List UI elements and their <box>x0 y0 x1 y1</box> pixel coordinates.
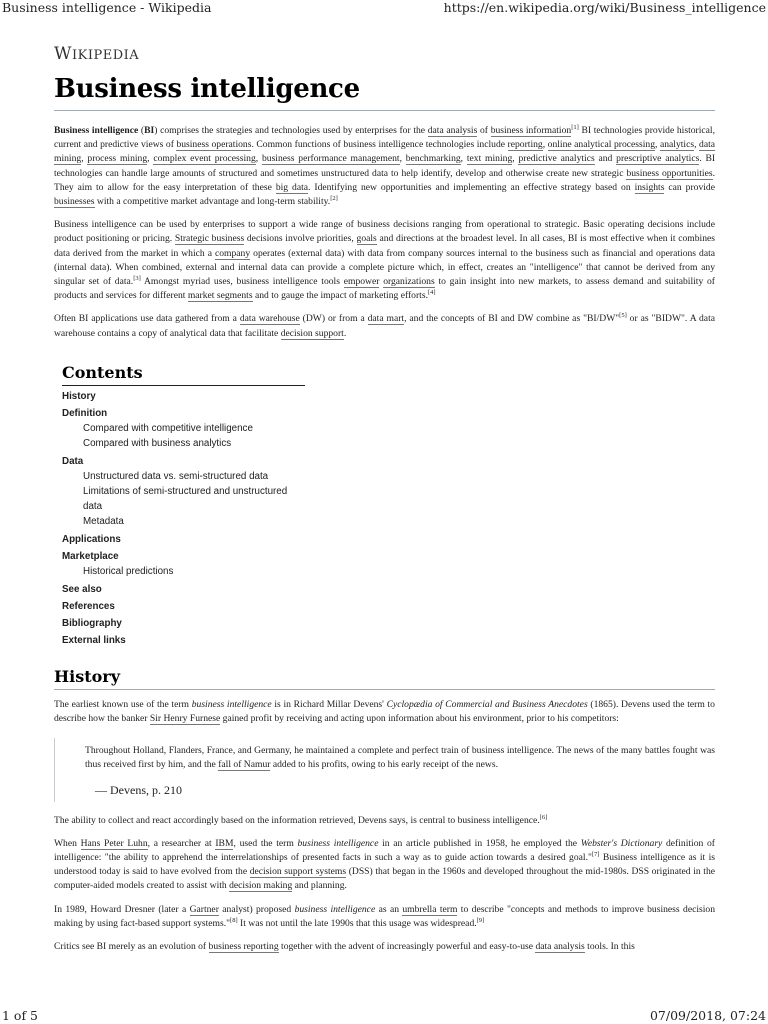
text-run: and to gauge the impact of marketing efforts. <box>252 290 428 302</box>
bold-term: Business intelligence <box>54 125 139 136</box>
toc-item[interactable]: History <box>62 390 96 402</box>
toc-subitem[interactable]: Limitations of semi-structured and unstructured data <box>83 485 288 512</box>
wiki-link[interactable]: prescriptive analytics <box>616 153 700 165</box>
text-run: to gain insight into new markets, to assess demand and suitability of products and services for different <box>54 276 715 302</box>
toc-subitem[interactable]: Compared with business analytics <box>83 437 232 449</box>
wiki-link[interactable]: data analysis <box>427 125 478 136</box>
wiki-link[interactable]: Gartner <box>189 903 219 915</box>
wiki-link[interactable]: decision making <box>229 880 293 892</box>
text-run: in an article published in 1958, he employed the <box>378 837 581 849</box>
text-run: operates (external data) with data from company sources internal to the business such as financial and operations data (internal data). When combined, external and internal data can provide a complete picture which, in effect, creates an "intelligence" that cannot be derived from any singular set of data. <box>54 247 716 288</box>
text-run: is in Richard Millar Devens' <box>271 698 387 710</box>
italic-text: business intelligence <box>297 837 379 849</box>
text-run: gained profit by receiving and acting upon information about his environment, prior to his competitors: <box>220 713 619 725</box>
intro-paragraph-1 <box>54 124 715 209</box>
toc-item[interactable]: Definition <box>62 407 108 419</box>
wiki-link[interactable]: fall of Namur <box>218 759 271 771</box>
wiki-link[interactable]: goals <box>356 233 377 245</box>
text-run: . <box>343 327 347 339</box>
text-run: . Common functions of business intelligence technologies include <box>251 139 508 151</box>
toc-subitem[interactable]: Metadata <box>83 515 124 527</box>
text-run: The earliest known use of the term <box>54 698 192 710</box>
wiki-link[interactable]: Strategic business <box>174 233 245 245</box>
text-run: ( <box>138 125 145 136</box>
text-run: , <box>255 153 262 165</box>
text-run: analyst) proposed <box>218 903 295 915</box>
text-run: , a researcher at <box>147 837 216 849</box>
text-run: , <box>694 139 700 151</box>
wiki-link[interactable]: complex event processing <box>153 153 256 165</box>
history-paragraph-4 <box>54 903 715 931</box>
toc-subitem[interactable]: Unstructured data vs. semi-structured data <box>83 470 269 482</box>
reference-link[interactable]: [1] <box>571 123 579 131</box>
wiki-link[interactable]: data analysis <box>535 941 585 953</box>
toc-item[interactable]: Bibliography <box>62 617 122 629</box>
text-run: . Identifying new opportunities and implementing an effective strategy based on <box>308 181 635 193</box>
text-run: Critics see BI merely as an evolution of <box>54 941 209 953</box>
toc-item[interactable]: External links <box>62 634 126 646</box>
text-run: , used the term <box>233 837 298 849</box>
italic-text: Webster's Dictionary <box>580 837 663 849</box>
wiki-link[interactable]: market segments <box>187 290 253 302</box>
wiki-link[interactable]: company <box>214 247 251 259</box>
italic-text: business intelligence <box>191 698 272 710</box>
page-count: 1 of 5 <box>2 1008 39 1023</box>
history-paragraph-2 <box>54 814 715 828</box>
text-run: and <box>594 153 617 165</box>
wiki-link[interactable]: data warehouse <box>239 313 300 325</box>
toc-item[interactable]: See also <box>62 583 102 595</box>
text-run: added to his profits, owing to his early receipt of the news. <box>270 759 498 771</box>
reference-link[interactable]: [6] <box>539 813 548 821</box>
wiki-link[interactable]: online analytical processing <box>547 139 656 151</box>
text-run: Often BI applications use data gathered from a <box>54 313 240 325</box>
text-run: with a competitive market advantage and long-term stability. <box>94 196 331 208</box>
text-run: The ability to collect and react accordingly based on the information retrieved, Devens says, is central to business intelligence. <box>54 814 540 826</box>
text-run: can provide <box>664 181 715 193</box>
toc-subitem[interactable]: Compared with competitive intelligence <box>83 422 253 434</box>
wikipedia-logo[interactable]: WIKIPEDIA <box>54 44 140 64</box>
reference-link[interactable]: [8] <box>230 916 238 924</box>
page-title: Business intelligence <box>54 74 715 111</box>
wiki-link[interactable]: Hans Peter Luhn <box>80 837 148 849</box>
wiki-link[interactable]: predictive analytics <box>518 153 595 165</box>
wiki-link[interactable]: Sir Henry Furnese <box>149 713 221 725</box>
reference-link[interactable]: [9] <box>476 916 485 924</box>
history-paragraph-5 <box>54 940 715 954</box>
italic-text: Cyclopædia of Commercial and Business Anecdotes <box>386 698 588 710</box>
wiki-link[interactable]: business performance management <box>261 153 400 165</box>
wiki-link[interactable]: benchmarking <box>405 153 461 165</box>
text-run: decisions involve priorities, <box>244 233 357 245</box>
bold-term: BI <box>144 125 155 136</box>
text-run: . They aim to allow for the easy interpretation of these <box>54 167 715 193</box>
text-run: , <box>542 139 548 151</box>
toc-item[interactable]: Marketplace <box>62 550 119 562</box>
wiki-link[interactable]: umbrella term <box>402 903 458 915</box>
text-run: . BI technologies can handle large amounts of structured and sometimes unstructured data to help identify, develop and otherwise create new strategic <box>54 153 716 179</box>
intro-paragraph-2 <box>54 218 715 303</box>
devens-quote <box>54 738 715 801</box>
text-run: , <box>512 153 519 165</box>
text-run: , <box>460 153 467 165</box>
text-run: ) comprises the strategies and technologies used by enterprises for the <box>154 125 428 136</box>
text-run: , <box>399 153 406 165</box>
text-run: or as "BIDW". A data warehouse contains a copy of analytical data that facilitate <box>54 313 715 339</box>
text-run: Business intelligence as it is understood today is said to have evolved from the <box>54 852 715 878</box>
italic-text: business intelligence <box>294 903 376 915</box>
text-run: , <box>655 139 660 151</box>
print-header <box>0 0 768 16</box>
wiki-link[interactable]: empower <box>343 276 380 288</box>
text-run: BI technologies provide historical, current and predictive views of <box>54 125 715 151</box>
text-run: Business intelligence can be used by enterprises to support a wide range of business decisions ranging from operational to strategic. Basic operating decisions include product positioning or pricing. <box>54 219 715 245</box>
reference-link[interactable]: [3] <box>133 274 141 282</box>
text-run: definition of intelligence: "the ability to apprehend the interrelationships of presented facts in such a way as to guide action towards a desired goal." <box>54 837 715 864</box>
wiki-link[interactable]: business opportunities <box>626 167 713 179</box>
reference-link[interactable]: [5] <box>619 312 627 320</box>
text-run: of <box>477 125 491 136</box>
table-of-contents <box>62 363 305 647</box>
wiki-link[interactable]: data mining <box>54 139 715 165</box>
text-run: , <box>81 153 88 165</box>
wiki-link[interactable]: process mining <box>87 153 148 165</box>
print-header-title: Business intelligence - Wikipedia <box>2 0 212 15</box>
text-run: When <box>54 837 81 849</box>
text-run: to describe "concepts and methods to improve business decision making by using fact-based support systems." <box>54 903 715 929</box>
quote-citation: — Devens, p. 210 <box>95 782 182 797</box>
toc-item[interactable]: Applications <box>62 533 121 545</box>
wiki-link[interactable]: business information <box>490 125 572 136</box>
reference-link[interactable]: [2] <box>330 194 338 202</box>
print-header-url: https://en.wikipedia.org/wiki/Business_intelligence <box>443 0 766 15</box>
wiki-link[interactable]: business operations <box>176 139 252 151</box>
wiki-link[interactable]: insights <box>634 181 665 193</box>
intro-paragraph-3 <box>54 312 715 340</box>
text-run: Throughout Holland, Flanders, France, and Germany, he maintained a complete and perfect train of business intelligence. The news of the many battles fought was thus received first by him, and the <box>85 745 715 771</box>
wiki-link[interactable]: business reporting <box>208 941 279 953</box>
text-run: (1865). Devens used the term to describe how the banker <box>54 698 715 725</box>
reference-link[interactable]: [7] <box>591 850 600 858</box>
toc-item[interactable]: References <box>62 600 115 612</box>
wiki-link[interactable]: decision support <box>280 327 344 339</box>
text-run: (DSS) that began in the 1960s and developed throughout the mid-1980s. DSS originated in the computer-aided models created to assist with <box>54 866 715 892</box>
text-run: and directions at the broadest level. In all cases, BI is most effective when it combines data derived from the market in which a <box>54 233 715 259</box>
text-run: (DW) or from a <box>299 313 368 325</box>
wiki-link[interactable]: organizations <box>383 276 435 288</box>
text-run: together with the advent of increasingly powerful and easy-to-use <box>278 941 536 953</box>
text-run: and planning. <box>292 880 347 892</box>
wiki-link[interactable]: businesses <box>54 196 95 208</box>
wiki-link[interactable]: decision support systems <box>249 866 347 878</box>
wiki-link[interactable]: IBM <box>215 837 234 849</box>
article-page <box>54 44 715 954</box>
toc-list <box>62 391 305 647</box>
text-run: , <box>147 153 154 165</box>
text-run: It was not until the late 1990s that this usage was widespread. <box>237 917 477 929</box>
text-run: Amongst myriad uses, business intelligence tools <box>140 276 344 288</box>
wiki-link[interactable]: big data <box>275 181 309 193</box>
text-run: , and the concepts of BI and DW combine as "BI/DW" <box>404 313 620 325</box>
reference-link[interactable]: [4] <box>427 289 436 297</box>
toc-item[interactable]: Data <box>62 455 84 467</box>
wiki-link[interactable]: text mining <box>466 153 513 165</box>
wiki-link[interactable]: analytics <box>659 139 695 151</box>
print-datetime: 07/09/2018, 07:24 <box>649 1008 766 1023</box>
text-run: In 1989, Howard Dresner (later a <box>54 903 190 915</box>
toc-title: Contents <box>62 363 305 386</box>
history-paragraph-1 <box>54 698 715 726</box>
print-footer <box>0 1008 768 1024</box>
wiki-link[interactable]: data mart <box>367 313 405 325</box>
quote-text <box>85 744 715 772</box>
text-run: tools. In this <box>584 941 635 953</box>
text-run: as an <box>375 903 403 915</box>
toc-subitem[interactable]: Historical predictions <box>83 565 174 577</box>
history-paragraph-3 <box>54 837 715 894</box>
wiki-link[interactable]: reporting <box>507 139 543 151</box>
section-heading-history: History <box>54 667 715 690</box>
